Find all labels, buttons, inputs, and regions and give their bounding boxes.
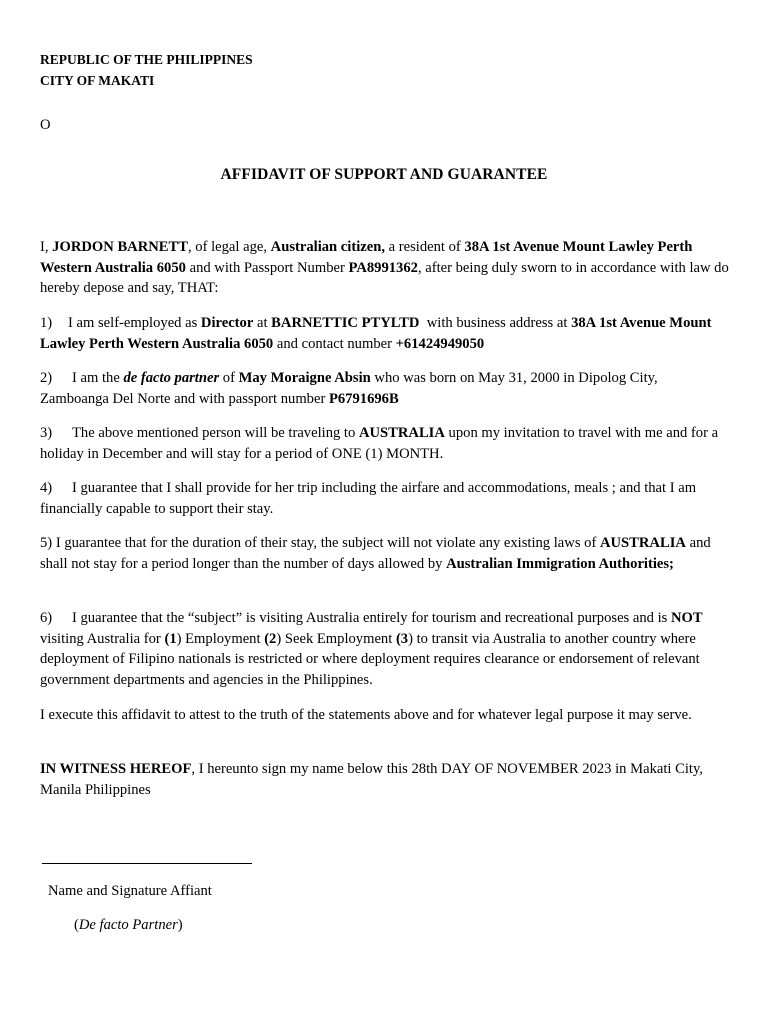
document-title: AFFIDAVIT OF SUPPORT AND GUARANTEE xyxy=(220,166,548,183)
signature-role: (De facto Partner) xyxy=(74,917,183,933)
authority: Australian Immigration Authorities; xyxy=(446,555,674,572)
passport-number: PA8991362 xyxy=(348,259,418,276)
destination-country: AUSTRALIA xyxy=(358,425,445,441)
partner-name: May Moraigne Absin xyxy=(238,370,371,386)
item-number: 4) xyxy=(40,480,53,496)
affiant-name: JORDON BARNETT xyxy=(52,239,188,255)
header-city: CITY OF MAKATI xyxy=(40,73,155,88)
business-address: 38A 1st Avenue Mount Lawley Perth Western Australia 6050 xyxy=(40,315,712,352)
item-number: 3) xyxy=(40,425,53,441)
citizenship: Australian citizen, xyxy=(270,239,385,255)
closing-paragraph: I execute this affidavit to attest to the truth of the statements above and for whatever legal purpose it may serve. xyxy=(40,707,692,723)
item-2: 2) I am the de facto partner of May Moraigne Absin who was born on May 31, 2000 in Dipolog City, Zamboanga Del Norte and with passport number P6791696B xyxy=(40,370,658,407)
contact-number: +61424949050 xyxy=(395,335,485,352)
signature-line xyxy=(42,863,252,864)
item-5: 5) I guarantee that for the duration of their stay, the subject will not violate any existing laws of AUSTRALIA and shall not stay for a period longer than the number of days allowed by Australian Immigration Authorities; xyxy=(40,535,711,572)
country: AUSTRALIA xyxy=(599,535,686,551)
item-number: 5) xyxy=(40,535,53,551)
item-1: 1) I am self-employed as Director at BARNETTIC PTYLTD with business address at 38A 1st Avenue Mount Lawley Perth Western Australia 6050 and contact number +61424949050 xyxy=(40,315,712,352)
item-6: 6) I guarantee that the “subject” is visiting Australia entirely for tourism and recreational purposes and is NOT visiting Australia for (1) Employment (2) Seek Employment (3) to transit via Australia to another country where deployment of Filipino nationals is restricted or where deployment requires clearance or endorsement of relevant government departments and agencies in the Philippines. xyxy=(40,610,703,688)
item-number: 2) xyxy=(40,370,53,386)
relation: de facto partner xyxy=(123,370,220,386)
partner-passport: P6791696B xyxy=(328,390,399,407)
item-4: 4) I guarantee that I shall provide for her trip including the airfare and accommodations, meals ; and that I am financially capable to support their stay. xyxy=(40,480,697,517)
residence-address: 38A 1st Avenue Mount Lawley Perth Western Australia 6050 xyxy=(40,239,693,276)
item-3: 3) The above mentioned person will be traveling to AUSTRALIA upon my invitation to travel with me and for a holiday in December and will stay for a period of ONE (1) MONTH. xyxy=(40,425,719,462)
signature-label: Name and Signature Affiant xyxy=(48,883,212,899)
intro-paragraph: I, JORDON BARNETT, of legal age, Australian citizen, a resident of 38A 1st Avenue Mount Lawley Perth Western Australia 6050 and with Passport Number PA8991362, after being duly sworn to in accordance with law do hereby depose and say, THAT: xyxy=(40,239,729,296)
company-name: BARNETTIC PTYLTD xyxy=(271,315,420,331)
position: Director xyxy=(200,315,254,331)
item-number: 6) xyxy=(40,610,53,626)
witness-lead: IN WITNESS HEREOF xyxy=(40,761,192,777)
header-country: REPUBLIC OF THE PHILIPPINES xyxy=(40,52,253,67)
witness-paragraph: IN WITNESS HEREOF, I hereunto sign my name below this 28th DAY OF NOVEMBER 2023 in Makati City, Manila Philippines xyxy=(40,761,703,798)
item-number: 1) xyxy=(40,315,53,331)
header-mark: O xyxy=(40,117,51,133)
